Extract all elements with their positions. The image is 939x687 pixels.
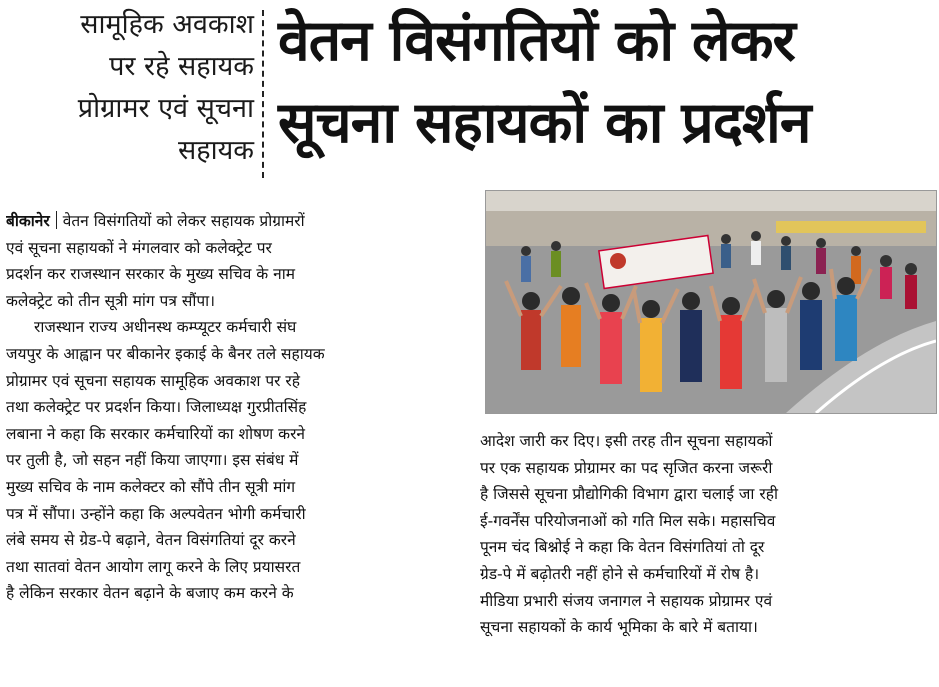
article-line: प्रोग्रामर एवं सूचना सहायक सामूहिक अवकाश पर रहे <box>6 371 300 390</box>
article-line: है जिससे सूचना प्रौद्योगिकी विभाग द्वारा चलाई जा रही <box>480 485 778 504</box>
article-line: तथा कलेक्ट्रेट पर प्रदर्शन किया। जिलाध्यक्ष गुरप्रीतसिंह <box>6 398 307 417</box>
kicker <box>6 4 254 172</box>
article-line: मुख्य सचिव के नाम कलेक्टर को सौंपे तीन सूत्री मांग <box>6 477 296 496</box>
headline-line: वेतन विसंगतियों को लेकर <box>278 8 795 74</box>
headline <box>278 0 938 164</box>
article-line: तथा सातवां वेतन आयोग लागू करने के लिए प्रयासरत <box>6 557 301 576</box>
article-line: ई-गवर्नेंस परियोजनाओं को गति मिल सके। महासचिव <box>480 511 776 530</box>
article-line: पूनम चंद बिश्नोई ने कहा कि वेतन विसंगतियां तो दूर <box>480 538 765 557</box>
article-left-column <box>6 208 468 607</box>
article-line: सूचना सहायकों के कार्य भूमिका के बारे में बताया। <box>480 618 758 637</box>
article-line: राजस्थान राज्य अधीनस्थ कम्प्यूटर कर्मचारी संघ <box>34 318 297 337</box>
kicker-line: प्रोग्रामर एवं सूचना <box>77 93 254 124</box>
headline-line: सूचना सहायकों का प्रदर्शन <box>278 90 811 156</box>
article-line: आदेश जारी कर दिए। इसी तरह तीन सूचना सहायकों <box>480 432 773 450</box>
article-line: पर तुली है, जो सहन नहीं किया जाएगा। इस संबंध में <box>6 451 299 470</box>
article-line: मीडिया प्रभारी संजय जनागल ने सहायक प्रोग्रामर एवं <box>480 591 773 610</box>
article-line: प्रदर्शन कर राजस्थान सरकार के मुख्य सचिव के नाम <box>6 265 295 284</box>
dateline-separator <box>56 211 57 229</box>
article-line: पर एक सहायक प्रोग्रामर का पद सृजित करना जरूरी <box>480 458 773 477</box>
article-line: जयपुर के आह्वान पर बीकानेर इकाई के बैनर तले सहायक <box>6 344 325 363</box>
article-line: लबाना ने कहा कि सरकार कर्मचारियों का शोषण करने <box>6 424 306 443</box>
article-right-column <box>480 428 935 641</box>
news-photo <box>485 190 937 414</box>
article-line: वेतन विसंगतियों को लेकर सहायक प्रोग्रामरों <box>62 212 305 230</box>
kicker-line: सहायक <box>178 135 254 166</box>
article-line: है लेकिन सरकार वेतन बढ़ाने के बजाए कम करने के <box>6 584 294 603</box>
article-line: लंबे समय से ग्रेड-पे बढ़ाने, वेतन विसंगतियां दूर करने <box>6 531 296 550</box>
dateline: बीकानेर <box>6 212 50 230</box>
kicker-line: सामूहिक अवकाश <box>80 9 254 40</box>
article-line: कलेक्ट्रेट को तीन सूत्री मांग पत्र सौंपा। <box>6 291 216 310</box>
article-line: एवं सूचना सहायकों ने मंगलवार को कलेक्ट्रेट पर <box>6 238 272 257</box>
article-line: पत्र में सौंपा। उन्होंने कहा कि अल्पवेतन भोगी कर्मचारी <box>6 504 306 523</box>
kicker-line: पर रहे सहायक <box>109 51 254 82</box>
protest-photo-illustration <box>486 191 936 413</box>
kicker-divider <box>262 10 264 178</box>
article-line: ग्रेड-पे में बढ़ोतरी नहीं होने से कर्मचारियों में रोष है। <box>480 564 760 583</box>
